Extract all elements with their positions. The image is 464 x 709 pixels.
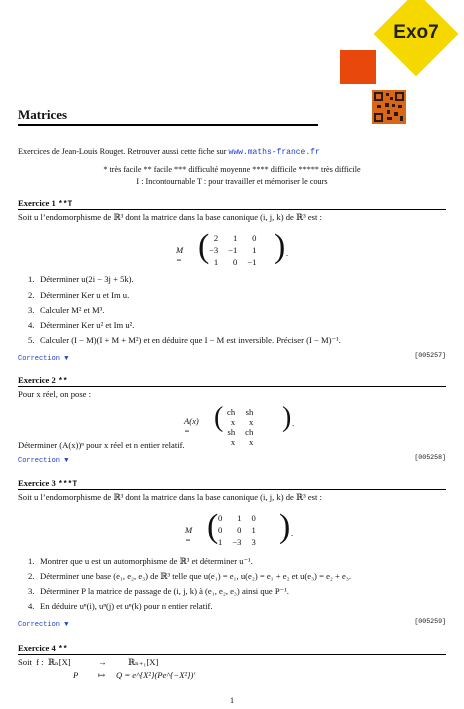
map-mapsto: ↦	[98, 670, 106, 680]
matrix-cell: 1	[213, 257, 219, 267]
item-text: Déterminer P la matrice de passage de (i, j, k) à (e₁, e₂, e₃) ainsi que P⁻¹.	[40, 586, 289, 596]
map-domain: Soit f : ℝₙ[X]	[18, 657, 71, 667]
exercise-3-rule	[18, 489, 446, 490]
exercise-4-label: Exercice 4	[18, 643, 56, 653]
exercise-1-item: 1. Déterminer u(2i − 3j + 5k).	[28, 274, 134, 284]
exercise-4-title	[18, 643, 446, 654]
exercise-1-tag: **T	[57, 200, 73, 209]
matrix-row	[204, 244, 261, 256]
left-paren: (	[207, 508, 219, 545]
difficulty-legend: * très facile ** facile *** difficulté moyenne **** difficile ***** très difficile	[103, 165, 361, 174]
intro-line	[18, 147, 446, 157]
exercise-2-label: Exercice 2	[18, 375, 56, 385]
item-text: Calculer M² et M³.	[40, 305, 105, 315]
correction-link[interactable]: Correction ▼	[18, 621, 69, 629]
item-text: Déterminer Ker u et Im u.	[40, 290, 130, 300]
matrix-cell: 1	[237, 513, 242, 523]
exercise-2-question: Déterminer (A(x))ⁿ pour x réel et n entier relatif.	[18, 440, 185, 450]
correction-link[interactable]: Correction ▼	[18, 457, 69, 465]
exercise-2-title	[18, 375, 446, 386]
matrix-cell: sh x	[227, 427, 236, 447]
matrix-cell: 1	[233, 233, 238, 243]
exercise-1-item: 4. Déterminer Ker u² et Im u².	[28, 320, 135, 330]
title-underline	[18, 124, 318, 126]
exercise-3-footer	[18, 618, 446, 629]
exercise-1-item: 2. Déterminer Ker u et Im u.	[28, 290, 130, 300]
exercise-1-matrix	[204, 232, 261, 268]
exercise-4-tag: **	[57, 645, 68, 654]
matrix-cell: −3	[232, 537, 242, 547]
exercise-3-tag: ***T	[57, 480, 78, 489]
matrix-cell: 0	[218, 513, 223, 523]
matrix-period: .	[291, 528, 294, 538]
matrix-cell: 0	[237, 525, 242, 535]
exercise-2-statement: Pour x réel, on pose :	[18, 389, 92, 399]
exo7-logo	[334, 0, 464, 140]
matrix-cell: 1	[251, 525, 256, 535]
exercise-3-matrix	[213, 512, 261, 548]
map-input: P	[73, 670, 79, 680]
matrix-label: A(x) =	[184, 416, 199, 436]
exercise-id: [005259]	[414, 618, 446, 625]
matrix-cell: sh x	[245, 407, 254, 427]
exercise-3-statement: Soit u l’endomorphisme de ℝ³ dont la matrice dans la base canonique (i, j, k) de ℝ³ est :	[18, 492, 322, 502]
matrix-cell: 0	[251, 513, 256, 523]
exercise-2-tag: **	[57, 377, 68, 386]
intro-text: Exercices de Jean-Louis Rouget. Retrouver aussi cette fiche sur	[18, 147, 227, 156]
item-text: Calculer (I − M)(I + M + M²) et en déduire que I − M est inversible. Préciser (I − M)⁻¹.	[40, 335, 341, 345]
right-paren: )	[279, 508, 291, 545]
matrix-cell: 0	[233, 257, 238, 267]
site-link[interactable]: www.maths-france.fr	[228, 148, 320, 157]
exercise-1-footer	[18, 352, 446, 363]
matrix-cell: ch x	[245, 427, 254, 447]
matrix-cell: 1	[218, 537, 223, 547]
exercise-2-rule	[18, 386, 446, 387]
matrix-period: .	[286, 248, 289, 258]
exercise-1-item: 5. Calculer (I − M)(I + M + M²) et en déduire que I − M est inversible. Préciser (I − M)⁻¹.	[28, 335, 341, 345]
left-paren: (	[198, 228, 210, 265]
matrix-row	[213, 512, 261, 524]
matrix-cell: 0	[252, 233, 257, 243]
matrix-cell: 2	[213, 233, 219, 243]
exercise-4-rule	[18, 654, 446, 655]
right-paren: )	[274, 228, 286, 265]
exercise-3-item: 3. Déterminer P la matrice de passage de (i, j, k) à (e₁, e₂, e₃) ainsi que P⁻¹.	[28, 586, 289, 596]
item-text: Déterminer u(2i − 3j + 5k).	[40, 274, 134, 284]
matrix-cell: −1	[228, 245, 238, 255]
exercise-3-label: Exercice 3	[18, 478, 56, 488]
item-text: En déduire uⁿ(i), uⁿ(j) et uⁿ(k) pour n entier relatif.	[40, 601, 213, 611]
matrix-period: .	[292, 418, 295, 428]
map-codomain: ℝₙ₊₁[X]	[128, 657, 159, 667]
qr-code-icon	[372, 90, 406, 124]
exercise-1-title	[18, 198, 446, 209]
exercise-3-item: 1. Montrer que u est un automorphisme de ℝ³ et déterminer u⁻¹.	[28, 556, 253, 566]
item-text: Déterminer une base (e₁, e₂, e₃) de ℝ³ telle que u(e₁) = e₁, u(e₂) = e₁ + e₂ et u(e₃) = e₂ + e₃.	[40, 571, 351, 581]
matrix-row	[222, 407, 258, 427]
matrix-cell: −3	[209, 245, 219, 255]
exercise-2-footer	[18, 454, 446, 465]
exercise-1-item: 3. Calculer M² et M³.	[28, 305, 105, 315]
exercise-4-map	[18, 657, 248, 685]
correction-link[interactable]: Correction ▼	[18, 355, 69, 363]
exercise-1-statement: Soit u l’endomorphisme de ℝ³ dont la matrice dans la base canonique (i, j, k) de ℝ³ est :	[18, 212, 322, 222]
matrix-cell: 1	[252, 245, 257, 255]
matrix-cell: 0	[218, 525, 223, 535]
matrix-cell: −1	[247, 257, 257, 267]
left-paren: (	[214, 402, 224, 433]
legend-line-2: I : Incontournable T : pour travailler et mémoriser le cours	[136, 177, 328, 186]
matrix-cell: ch x	[227, 407, 236, 427]
exercise-id: [005257]	[414, 352, 446, 359]
exercise-id: [005258]	[414, 454, 446, 461]
matrix-row	[213, 536, 261, 548]
item-text: Montrer que u est un automorphisme de ℝ³ et déterminer u⁻¹.	[40, 556, 253, 566]
exercise-1-label: Exercice 1	[18, 198, 56, 208]
logo-text: Exo7	[393, 22, 439, 43]
matrix-cell: 3	[251, 537, 256, 547]
map-arrow: →	[98, 657, 107, 667]
matrix-row	[204, 232, 261, 244]
exercise-3-title	[18, 478, 446, 489]
map-output: Q = e^{X²}(Pe^{−X²})′	[116, 670, 196, 680]
item-text: Déterminer Ker u² et Im u².	[40, 320, 135, 330]
page-title: Matrices	[18, 107, 68, 122]
exercise-3-item: 2. Déterminer une base (e₁, e₂, e₃) de ℝ³ telle que u(e₁) = e₁, u(e₂) = e₁ + e₂ et u(e₃) = e₂ + e₃.	[28, 571, 351, 581]
exercise-3-item: 4. En déduire uⁿ(i), uⁿ(j) et uⁿ(k) pour n entier relatif.	[28, 601, 213, 611]
matrix-row	[204, 256, 261, 268]
page-number: 1	[229, 695, 235, 705]
matrix-label: M =	[185, 525, 193, 545]
exercise-1-rule	[18, 209, 446, 210]
matrix-row	[213, 524, 261, 536]
right-paren: )	[282, 402, 292, 433]
matrix-label: M =	[176, 245, 184, 265]
logo-orange-square	[340, 50, 376, 84]
